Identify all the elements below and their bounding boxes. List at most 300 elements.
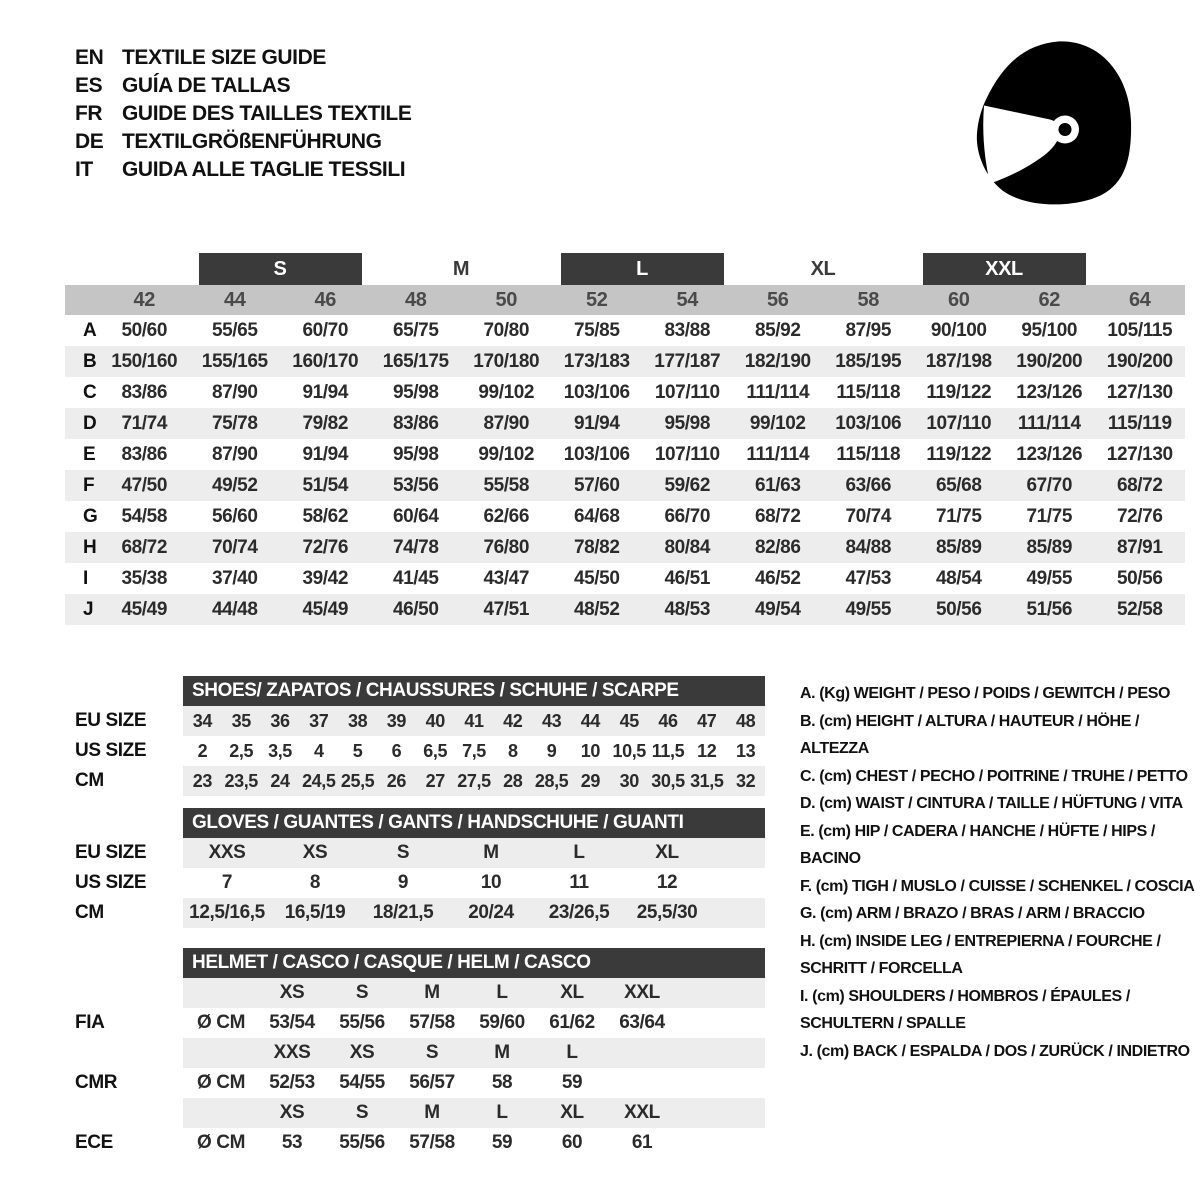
value-cell: 2,5 xyxy=(229,740,254,761)
size-value: 111/114 xyxy=(746,381,810,403)
size-column-header: 60 xyxy=(948,288,970,311)
size-value: 68/72 xyxy=(1116,474,1163,496)
size-value: 51/56 xyxy=(1026,598,1073,620)
size-value: 41/45 xyxy=(392,567,439,589)
helmet-value: 54/55 xyxy=(339,1072,385,1093)
size-value: 62/66 xyxy=(483,505,530,527)
size-group-l: L xyxy=(561,253,724,285)
value-cell: 37 xyxy=(309,710,329,731)
size-row xyxy=(65,408,1185,439)
size-value: 103/106 xyxy=(835,412,902,434)
size-value: 70/74 xyxy=(845,505,892,527)
value-cell: XS xyxy=(302,842,328,863)
sub-row xyxy=(75,766,765,796)
size-value: 119/122 xyxy=(926,443,992,465)
value-cell: 28 xyxy=(503,770,523,791)
row-label xyxy=(75,1038,183,1068)
helmet-size: XS xyxy=(279,982,305,1003)
size-column-header: 48 xyxy=(405,288,427,311)
size-value: 72/76 xyxy=(302,536,349,558)
language-row xyxy=(75,100,411,128)
size-value: 68/72 xyxy=(121,536,168,558)
size-value: 49/52 xyxy=(211,474,258,496)
size-value: 170/180 xyxy=(473,350,540,372)
size-value: 35/38 xyxy=(121,567,168,589)
value-cell: 8 xyxy=(507,740,518,761)
value-cell: 44 xyxy=(580,710,600,731)
size-value: 182/190 xyxy=(744,350,811,372)
size-value: 71/74 xyxy=(121,412,168,434)
legend-item: J. (cm) BACK / ESPALDA / DOS / ZURÜCK / INDIETRO xyxy=(800,1042,1190,1060)
size-value: 115/119 xyxy=(1107,412,1172,434)
size-value: 46/51 xyxy=(664,567,711,589)
size-value: 80/84 xyxy=(664,536,711,558)
gloves-table xyxy=(75,808,765,928)
size-column-header: 52 xyxy=(586,288,608,311)
size-column-header: 58 xyxy=(857,288,879,311)
size-value: 71/75 xyxy=(1026,505,1073,527)
helmet-sizes xyxy=(183,1038,765,1068)
size-value: 52/58 xyxy=(1116,598,1163,620)
unit-cell xyxy=(183,1098,257,1128)
size-row-label: I xyxy=(83,567,88,589)
value-cell: 11 xyxy=(569,872,589,893)
row-label xyxy=(75,978,183,1008)
size-value: 51/54 xyxy=(302,474,349,496)
helmet-value: 55/56 xyxy=(339,1132,385,1153)
size-row-label: H xyxy=(83,536,97,558)
helmet-value: 58 xyxy=(491,1072,513,1093)
language-title: GUÍA DE TALLAS xyxy=(122,74,291,97)
value-cell: 29 xyxy=(580,770,600,791)
size-value: 45/50 xyxy=(573,567,620,589)
size-value: 50/56 xyxy=(1116,567,1163,589)
value-cell: S xyxy=(396,842,410,863)
value-cell: 5 xyxy=(352,740,363,761)
size-value: 87/91 xyxy=(1116,536,1163,558)
size-value: 107/110 xyxy=(654,443,720,465)
unit-cell: Ø CM xyxy=(197,1012,246,1033)
value-cell: 47 xyxy=(697,710,717,731)
size-value: 66/70 xyxy=(664,505,711,527)
row-values xyxy=(183,766,765,796)
language-title-list xyxy=(75,44,411,184)
size-value: 99/102 xyxy=(478,381,535,403)
helmet-value: 59 xyxy=(491,1132,513,1153)
value-cell: 35 xyxy=(231,710,251,731)
size-value: 56/60 xyxy=(211,505,258,527)
helmet-size: S xyxy=(355,1102,369,1123)
value-cell: XL xyxy=(655,842,679,863)
helmet-size: L xyxy=(496,982,508,1003)
gloves-rows xyxy=(75,838,765,928)
size-row xyxy=(65,439,1185,470)
size-value: 103/106 xyxy=(563,381,630,403)
value-cell: 30 xyxy=(619,770,639,791)
row-label: US SIZE xyxy=(75,872,147,893)
row-values xyxy=(183,736,765,766)
size-value: 95/100 xyxy=(1021,319,1078,341)
helmet-value-row xyxy=(75,1068,765,1098)
size-value: 111/114 xyxy=(1017,412,1081,434)
language-title: TEXTILE SIZE GUIDE xyxy=(122,46,326,69)
value-cell: 7 xyxy=(221,872,233,893)
legend-item: H. (cm) INSIDE LEG / ENTREPIERNA / FOURCHE / SCHRITT / FORCELLA xyxy=(800,932,1161,977)
helmet-value: 61/62 xyxy=(549,1012,595,1033)
size-row xyxy=(65,470,1185,501)
helmet-size-header-row xyxy=(75,1038,765,1068)
value-cell: 27,5 xyxy=(457,770,491,791)
helmet-values xyxy=(183,1068,765,1098)
value-cell: 4 xyxy=(313,740,324,761)
size-row xyxy=(65,346,1185,377)
helmet-size: L xyxy=(566,1042,578,1063)
size-value: 50/56 xyxy=(935,598,982,620)
size-value: 87/90 xyxy=(211,381,258,403)
helmet-size: S xyxy=(355,982,369,1003)
legend-item: D. (cm) WAIST / CINTURA / TAILLE / HÜFTUNG / VITA xyxy=(800,795,1183,812)
row-values xyxy=(183,706,765,736)
size-value: 115/118 xyxy=(836,381,901,403)
helmet-value: 53 xyxy=(281,1132,303,1153)
sub-row xyxy=(75,898,765,928)
helmet-value: 56/57 xyxy=(409,1072,455,1093)
value-cell: M xyxy=(483,842,499,863)
value-cell: 11,5 xyxy=(651,740,685,761)
legend-item: I. (cm) SHOULDERS / HOMBROS / ÉPAULES / SCHULTERN / SPALLE xyxy=(800,987,1130,1032)
standard-label: CMR xyxy=(75,1072,118,1093)
size-value: 123/126 xyxy=(1016,381,1083,403)
value-cell: 25,5/30 xyxy=(636,902,698,923)
size-value: 103/106 xyxy=(563,443,630,465)
size-row-label: J xyxy=(83,598,94,620)
size-value: 84/88 xyxy=(845,536,892,558)
helmet-value: 55/56 xyxy=(339,1012,385,1033)
size-value: 187/198 xyxy=(925,350,992,372)
value-cell: 18/21,5 xyxy=(372,902,434,923)
value-cell: 43 xyxy=(541,710,562,731)
row-values xyxy=(183,898,765,928)
size-group-m: M xyxy=(452,257,470,280)
value-cell: 41 xyxy=(464,710,484,731)
size-value: 58/62 xyxy=(302,505,349,527)
helmet-size: S xyxy=(425,1042,439,1063)
size-value: 83/86 xyxy=(121,443,168,465)
size-value: 127/130 xyxy=(1106,381,1173,403)
language-row xyxy=(75,156,411,184)
language-code: DE xyxy=(75,130,104,153)
helmet-sizes xyxy=(183,978,765,1008)
size-value: 47/50 xyxy=(121,474,168,496)
size-group-bar xyxy=(65,253,1185,285)
value-cell: 31,5 xyxy=(690,770,724,791)
unit-cell: Ø CM xyxy=(197,1132,246,1153)
legend-item: A. (Kg) WEIGHT / PESO / POIDS / GEWITCH / PESO xyxy=(800,685,1171,702)
shoes-table xyxy=(75,676,765,796)
unit-cell xyxy=(183,1038,257,1068)
size-column-header: 50 xyxy=(495,288,517,311)
language-row xyxy=(75,44,411,72)
size-value: 105/115 xyxy=(1107,319,1173,341)
value-cell: 10 xyxy=(480,872,502,893)
value-cell: 23,5 xyxy=(224,770,258,791)
size-value: 59/62 xyxy=(664,474,711,496)
standard-label: FIA xyxy=(75,1012,105,1033)
size-column-header: 62 xyxy=(1038,288,1060,311)
value-cell: 10 xyxy=(580,740,600,761)
size-row-label: A xyxy=(83,319,97,341)
value-cell: 23 xyxy=(192,770,213,791)
size-value: 60/64 xyxy=(392,505,439,527)
size-column-header: 54 xyxy=(676,288,698,311)
size-value: 48/54 xyxy=(935,567,982,589)
size-value: 95/98 xyxy=(392,443,439,465)
value-cell: 26 xyxy=(386,770,406,791)
size-value: 48/53 xyxy=(664,598,711,620)
size-value: 43/47 xyxy=(483,567,530,589)
value-cell: 45 xyxy=(619,710,639,731)
helmet-size: XL xyxy=(560,982,584,1003)
helmet-size: M xyxy=(424,982,440,1003)
size-value: 47/53 xyxy=(845,567,892,589)
helmet-value: 57/58 xyxy=(409,1132,455,1153)
helmet-value: 53/54 xyxy=(269,1012,315,1033)
helmet-size-header-row xyxy=(75,1098,765,1128)
size-value: 87/90 xyxy=(483,412,530,434)
language-code: ES xyxy=(75,74,103,97)
size-value: 44/48 xyxy=(211,598,258,620)
helmet-size xyxy=(607,1038,677,1068)
size-value: 91/94 xyxy=(302,381,349,403)
legend-item: C. (cm) CHEST / PECHO / POITRINE / TRUHE / PETTO xyxy=(800,767,1188,785)
size-value: 39/42 xyxy=(302,567,349,589)
size-value: 95/98 xyxy=(664,412,711,434)
value-cell: 16,5/19 xyxy=(284,902,346,923)
helmet-size: XL xyxy=(560,1102,584,1123)
value-cell: 25,5 xyxy=(340,770,375,791)
language-row xyxy=(75,72,411,100)
size-value: 85/89 xyxy=(935,536,982,558)
size-value: 165/175 xyxy=(382,350,449,372)
size-value: 75/85 xyxy=(573,319,620,341)
helmet-value: 52/53 xyxy=(269,1072,315,1093)
gloves-title: GLOVES / GUANTES / GANTS / HANDSCHUHE / GUANTI xyxy=(192,812,684,833)
measurement-legend xyxy=(800,680,1200,1065)
size-value: 54/58 xyxy=(121,505,168,527)
size-value: 70/74 xyxy=(211,536,258,558)
size-value: 74/78 xyxy=(392,536,439,558)
size-value: 91/94 xyxy=(573,412,620,434)
size-value: 61/63 xyxy=(754,474,801,496)
size-value: 47/51 xyxy=(483,598,530,620)
size-value: 107/110 xyxy=(654,381,720,403)
row-label: US SIZE xyxy=(75,740,147,761)
size-row-label: D xyxy=(83,412,97,434)
size-value: 53/56 xyxy=(392,474,439,496)
helmet-value: 61 xyxy=(631,1132,653,1153)
size-row xyxy=(65,594,1185,625)
helmet-value xyxy=(607,1068,677,1098)
value-cell: 12 xyxy=(697,740,717,761)
row-values xyxy=(183,868,765,898)
helmet-values xyxy=(183,1008,765,1038)
sub-row xyxy=(75,838,765,868)
value-cell: 10,5 xyxy=(612,740,646,761)
language-code: FR xyxy=(75,102,103,125)
value-cell: 34 xyxy=(192,710,213,731)
legend-item: G. (cm) ARM / BRAZO / BRAS / ARM / BRACCIO xyxy=(800,905,1145,922)
size-value: 85/89 xyxy=(1026,536,1073,558)
shoes-rows xyxy=(75,706,765,796)
size-value: 91/94 xyxy=(302,443,349,465)
helmet-title-bar xyxy=(183,948,765,978)
row-label xyxy=(75,1098,183,1128)
size-group-xl: XL xyxy=(810,257,836,280)
size-column-band xyxy=(65,285,1185,315)
size-value: 60/70 xyxy=(302,319,349,341)
size-value: 72/76 xyxy=(1116,505,1163,527)
value-cell: 30,5 xyxy=(651,770,685,791)
value-cell: 20/24 xyxy=(468,902,514,923)
size-value: 177/187 xyxy=(654,350,721,372)
size-row-label: C xyxy=(83,381,97,403)
helmet-size: XXL xyxy=(624,982,660,1003)
gloves-title-bar xyxy=(183,808,765,838)
shoes-title: SHOES/ ZAPATOS / CHAUSSURES / SCHUHE / SCARPE xyxy=(192,680,679,701)
value-cell: 9 xyxy=(397,872,409,893)
value-cell: 38 xyxy=(347,710,368,731)
size-value: 55/65 xyxy=(211,319,258,341)
helmet-value: 57/58 xyxy=(409,1012,455,1033)
size-value: 119/122 xyxy=(926,381,992,403)
size-value: 82/86 xyxy=(754,536,801,558)
size-value: 70/80 xyxy=(483,319,530,341)
helmet-rows xyxy=(75,978,765,1158)
helmet-value: 59/60 xyxy=(479,1012,525,1033)
size-group-s: S xyxy=(199,253,362,285)
size-value: 83/86 xyxy=(121,381,168,403)
size-value: 83/88 xyxy=(664,319,711,341)
row-label: CM xyxy=(75,770,104,791)
size-row xyxy=(65,377,1185,408)
value-cell: 40 xyxy=(425,710,445,731)
helmet-value: 60 xyxy=(561,1132,583,1153)
value-cell: 6,5 xyxy=(423,740,448,761)
value-cell: 13 xyxy=(735,740,756,761)
size-rows xyxy=(65,315,1185,625)
size-value: 87/95 xyxy=(845,319,892,341)
value-cell: 12,5/16,5 xyxy=(189,902,265,923)
size-value: 111/114 xyxy=(746,443,810,465)
helmet-value-row xyxy=(75,1128,765,1158)
value-cell: 27 xyxy=(425,770,445,791)
helmet-size: M xyxy=(494,1042,510,1063)
size-row-label: F xyxy=(83,474,95,496)
language-code: IT xyxy=(75,158,93,181)
size-value: 46/50 xyxy=(392,598,439,620)
language-title: GUIDA ALLE TAGLIE TESSILI xyxy=(122,158,406,181)
size-value: 115/118 xyxy=(836,443,901,465)
size-value: 50/60 xyxy=(121,319,168,341)
value-cell: 7,5 xyxy=(462,740,486,761)
size-value: 87/90 xyxy=(211,443,258,465)
unit-cell: Ø CM xyxy=(197,1072,246,1093)
size-value: 68/72 xyxy=(754,505,801,527)
shoes-title-bar xyxy=(183,676,765,706)
helmet-values xyxy=(183,1128,765,1158)
unit-cell xyxy=(183,978,257,1008)
size-value: 185/195 xyxy=(835,350,902,372)
size-value: 49/54 xyxy=(754,598,801,620)
size-column-header: 56 xyxy=(767,288,789,311)
size-column-header: 46 xyxy=(314,288,336,311)
value-cell: 8 xyxy=(309,872,321,893)
legend-item: F. (cm) TIGH / MUSLO / CUISSE / SCHENKEL / COSCIA xyxy=(800,877,1195,895)
value-cell: 32 xyxy=(735,770,756,791)
size-column-header: 44 xyxy=(224,288,246,311)
size-value: 95/98 xyxy=(392,381,439,403)
size-column-header: 42 xyxy=(133,288,155,311)
value-cell: 46 xyxy=(658,710,678,731)
size-row xyxy=(65,532,1185,563)
helmet-size: M xyxy=(424,1102,440,1123)
size-value: 155/165 xyxy=(201,350,268,372)
value-cell: XXS xyxy=(208,842,246,863)
value-cell: 24 xyxy=(270,770,290,791)
size-value: 71/75 xyxy=(935,505,982,527)
size-value: 63/66 xyxy=(845,474,892,496)
sub-row xyxy=(75,868,765,898)
sub-row xyxy=(75,736,765,766)
value-cell: 9 xyxy=(546,740,557,761)
size-value: 83/86 xyxy=(392,412,439,434)
size-row-label: E xyxy=(83,443,96,465)
size-row-label: G xyxy=(83,505,98,527)
size-value: 45/49 xyxy=(121,598,168,620)
size-value: 78/82 xyxy=(573,536,620,558)
helmet-size: XXS xyxy=(273,1042,311,1063)
standard-label: ECE xyxy=(75,1132,113,1153)
value-cell: 42 xyxy=(503,710,523,731)
size-value: 55/58 xyxy=(483,474,530,496)
helmet-value: 59 xyxy=(561,1072,583,1093)
helmet-table xyxy=(75,948,765,1158)
value-cell: 12 xyxy=(656,872,678,893)
size-value: 46/52 xyxy=(754,567,801,589)
value-cell: L xyxy=(573,842,585,863)
size-row xyxy=(65,563,1185,594)
size-value: 173/183 xyxy=(563,350,630,372)
language-title: TEXTILGRÖßENFÜHRUNG xyxy=(122,130,382,153)
legend-item: B. (cm) HEIGHT / ALTURA / HAUTEUR / HÖHE / ALTEZZA xyxy=(800,712,1140,757)
value-cell: 36 xyxy=(270,710,290,731)
language-code: EN xyxy=(75,46,104,69)
legend-item: E. (cm) HIP / CADERA / HANCHE / HÜFTE / HIPS / BACINO xyxy=(800,822,1155,867)
value-cell: 2 xyxy=(197,740,208,761)
size-value: 65/75 xyxy=(392,319,439,341)
size-value: 37/40 xyxy=(211,567,258,589)
row-values xyxy=(183,838,765,868)
size-value: 99/102 xyxy=(749,412,806,434)
size-value: 48/52 xyxy=(573,598,620,620)
size-value: 127/130 xyxy=(1106,443,1173,465)
sub-row xyxy=(75,706,765,736)
helmet-value: 63/64 xyxy=(619,1012,665,1033)
size-value: 75/78 xyxy=(211,412,258,434)
size-value: 45/49 xyxy=(302,598,349,620)
size-value: 190/200 xyxy=(1106,350,1173,372)
helmet-size: XS xyxy=(279,1102,305,1123)
